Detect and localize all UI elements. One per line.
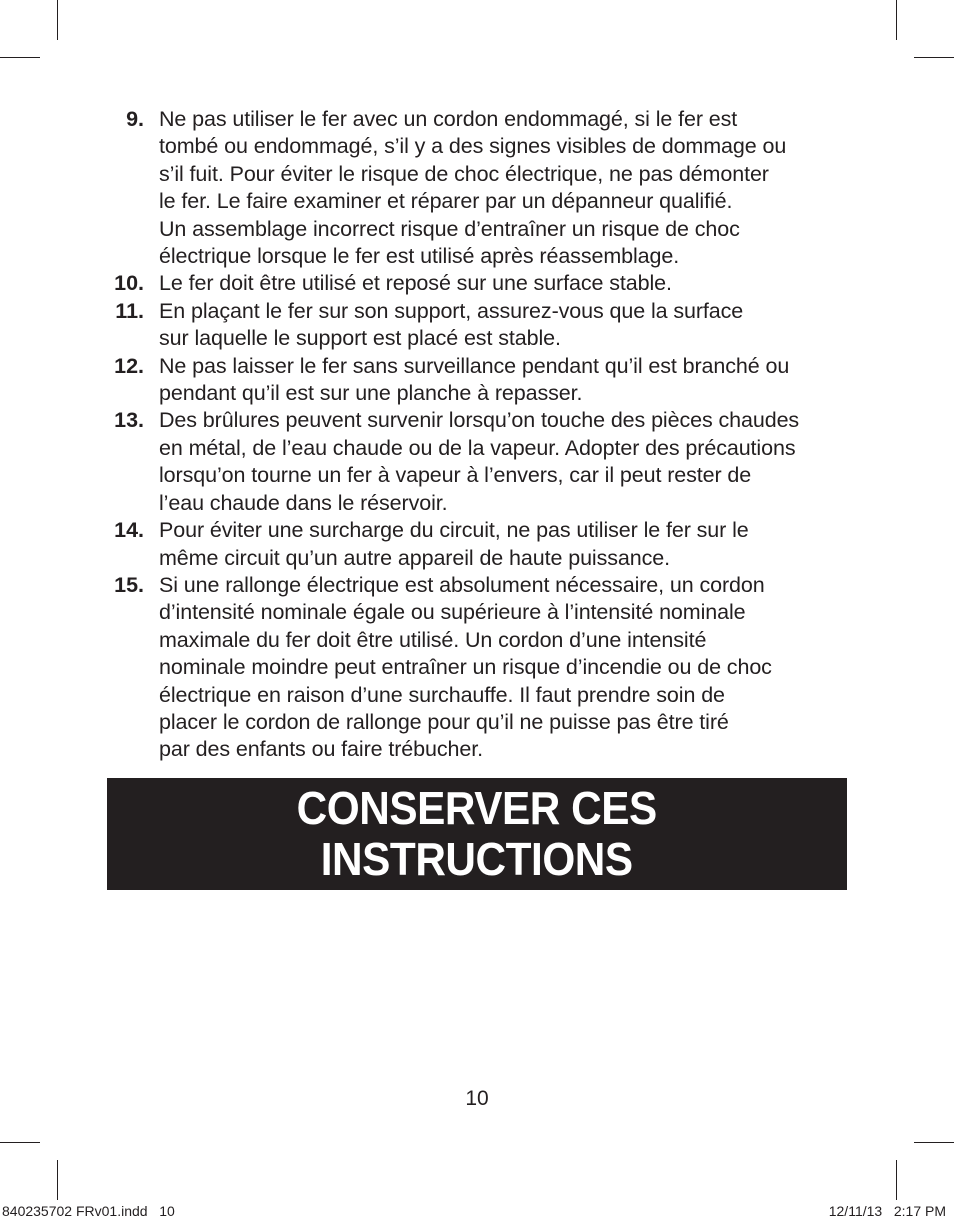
crop-mark-bottom-left-horizontal <box>0 1142 40 1143</box>
item-text: En plaçant le fer sur son support, assurez-vous que la surface sur laquelle le support est placé est stable. <box>159 298 744 351</box>
item-number: 12. <box>114 353 144 378</box>
crop-mark-bottom-left-vertical <box>57 1160 58 1200</box>
item-number: 13. <box>114 408 144 433</box>
crop-mark-top-right-vertical <box>896 0 897 40</box>
item-number: 9. <box>126 107 144 131</box>
item-text: Ne pas utiliser le fer avec un cordon endommagé, si le fer est tombé ou endommagé, s’il y a des signes visibles de dommage ou s’il fuit. Pour éviter le risque de choc électrique, ne pas démonter le fer. Le faire examiner et réparer par un dépanneur qualifié. Un assemblage incorrect risque d’entraîner un risque de choc électrique lorsque le fer est utilisé après réassemblage. <box>159 107 787 269</box>
crop-mark-bottom-right-horizontal <box>914 1142 954 1143</box>
crop-mark-top-left-vertical <box>57 0 58 40</box>
item-number: 14. <box>114 518 144 543</box>
list-item <box>104 270 864 297</box>
crop-mark-bottom-right-vertical <box>896 1160 897 1200</box>
save-instructions-banner <box>107 778 847 890</box>
list-item <box>104 572 864 764</box>
crop-mark-top-left-horizontal <box>0 57 40 58</box>
item-number: 10. <box>114 271 144 296</box>
banner-title: CONSERVER CES INSTRUCTIONS <box>296 782 658 885</box>
list-item <box>104 353 864 408</box>
list-item <box>104 106 864 270</box>
crop-mark-top-right-horizontal <box>914 57 954 58</box>
safety-instructions-list <box>104 106 864 764</box>
list-item <box>104 407 864 517</box>
item-text: Des brûlures peuvent survenir lorsqu’on touche des pièces chaudes en métal, de l’eau chaude ou de la vapeur. Adopter des précautions lorsqu’on tourne un fer à vapeur à l’envers, car il peut rester de l’eau chaude dans le réservoir. <box>159 408 800 515</box>
file-slug: 840235702 FRv01.indd 10 <box>2 1203 175 1219</box>
page-number: 10 <box>465 1087 489 1110</box>
item-number: 15. <box>114 572 144 597</box>
item-text: Le fer doit être utilisé et reposé sur une surface stable. <box>159 271 672 296</box>
list-item <box>104 517 864 572</box>
list-item <box>104 298 864 353</box>
date-slug: 12/11/13 2:17 PM <box>828 1203 946 1219</box>
item-text: Si une rallonge électrique est absolument nécessaire, un cordon d’intensité nominale égale ou supérieure à l’intensité nominale maximale du fer doit être utilisé. Un cordon d’une intensité nominale moindre peut entraîner un risque d’incendie ou de choc électrique en raison d’une surchauffe. Il faut prendre soin de placer le cordon de rallonge pour qu’il ne puisse pas être tiré par des enfants ou faire trébucher. <box>159 572 772 762</box>
item-number: 11. <box>115 298 144 323</box>
item-text: Pour éviter une surcharge du circuit, ne pas utiliser le fer sur le même circuit qu’un autre appareil de haute puissance. <box>159 518 749 570</box>
item-text: Ne pas laisser le fer sans surveillance pendant qu’il est branché ou pendant qu’il est sur une planche à repasser. <box>159 353 790 406</box>
